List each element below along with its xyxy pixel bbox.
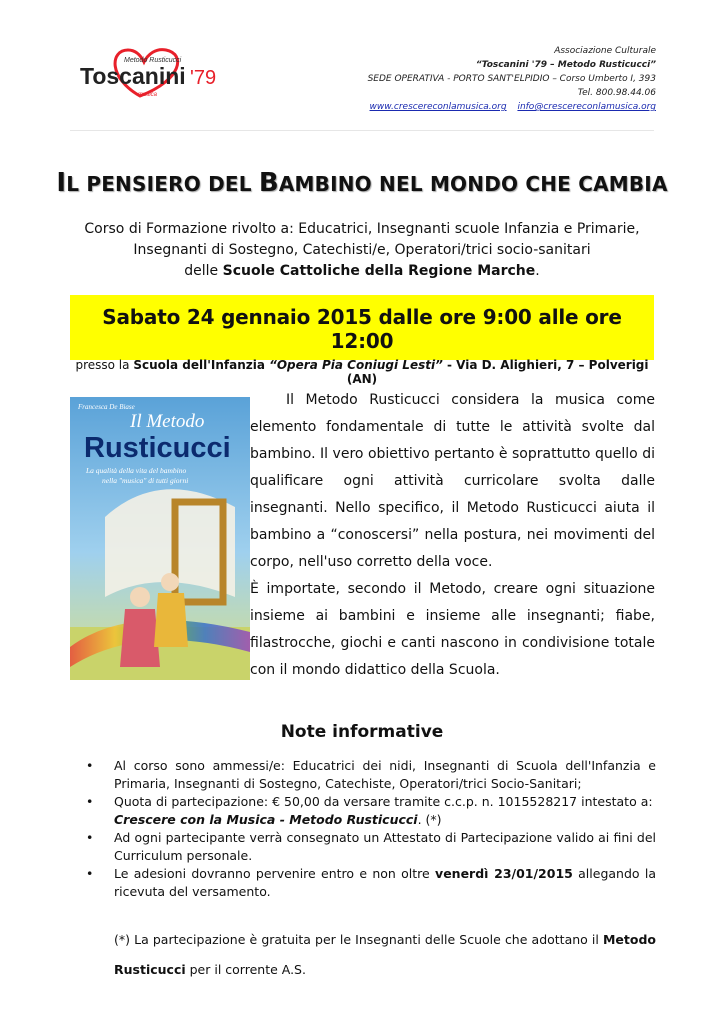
list-item [86, 865, 656, 901]
bullet-icon: • [86, 794, 94, 809]
course-line-2: Insegnanti di Sostegno, Catechisti/e, Operatori/trici socio-sanitari [133, 242, 591, 258]
page-title [0, 168, 724, 198]
course-line-3-bold: Scuole Cattoliche della Regione Marche [222, 263, 536, 279]
book-cover-image [70, 397, 250, 680]
svg-text:Francesca De Biase: Francesca De Biase [78, 403, 135, 411]
email-link[interactable]: info@crescereconlamusica.org [517, 102, 656, 112]
website-link[interactable]: www.crescereconlamusica.org [369, 102, 507, 112]
paragraph-2: È importate, secondo il Metodo, creare ogni situazione insieme ai bambini e insieme alle insegnanti; fiabe, filastrocche, giochi e canti nascono in condivisione totale con il mondo didattico della Scuola. [250, 581, 655, 678]
footnote-bold: Metodo Rusticucci [114, 932, 656, 977]
title-cap-1: I [56, 168, 67, 198]
footnote-post: per il corrente A.S. [185, 962, 306, 977]
location-address: - Via D. Alighieri, 7 – Polverigi (AN) [346, 358, 649, 386]
svg-text:Il Metodo: Il Metodo [130, 411, 205, 432]
notes-heading: Note informative [280, 722, 444, 742]
svg-text:Rusticucci: Rusticucci [84, 432, 231, 464]
assoc-phone: Tel. 800.98.44.06 [577, 88, 656, 98]
footnote [114, 925, 656, 985]
event-date: Sabato 24 gennaio 2015 dalle ore 9:00 alle ore 12:00 [102, 305, 622, 353]
course-description [60, 219, 664, 282]
bullet-icon: • [86, 758, 94, 773]
title-part-2: AMBINO NEL MONDO CHE CAMBIA [278, 172, 668, 196]
note-text: Quota di partecipazione: € 50,00 da versare tramite c.c.p. n. 1015528217 intestato a: [114, 794, 653, 809]
notes-list [86, 757, 656, 901]
course-line-1: Corso di Formazione rivolto a: Educatrici, Insegnanti scuole Infanzia e Primarie, [84, 221, 640, 237]
list-item [86, 829, 656, 865]
association-info [326, 44, 656, 114]
note-text: allegando la ricevuta del versamento. [114, 866, 656, 899]
course-line-3 [60, 261, 664, 282]
assoc-line: Associazione Culturale [554, 46, 656, 56]
bullet-icon: • [86, 866, 94, 881]
svg-text:Metodo Rusticucci: Metodo Rusticucci [124, 57, 182, 64]
header-divider [70, 130, 654, 131]
course-line-3-post: . [535, 263, 540, 279]
note-text: Le adesioni dovranno pervenire entro e non oltre [114, 866, 436, 881]
note-text: Al corso sono ammessi/e: Educatrici dei nidi, Insegnanti di Scuola dell'Infanzia e Primaria, Insegnanti di Sostegno, Catechiste, Operatori/trici Socio-Sanitari; [114, 758, 656, 791]
note-text: . (*) [417, 812, 442, 827]
assoc-name: “Toscanini '79 – Metodo Rusticucci” [475, 60, 656, 70]
method-description [250, 387, 655, 684]
location-school: Scuola dell'Infanzia [133, 358, 270, 372]
list-item [86, 757, 656, 793]
svg-text:Toscanini: Toscanini [80, 63, 186, 89]
svg-text:musica: musica [138, 92, 158, 98]
toscanini-logo [78, 44, 238, 106]
note-deadline: venerdì 23/01/2015 [435, 866, 573, 881]
note-payee: Crescere con la Musica - Metodo Rusticucci [114, 812, 418, 827]
event-location [70, 358, 654, 386]
paragraph-1: Il Metodo Rusticucci considera la musica come elemento fondamentale di tutte le attività svolte dal bambino. Il vero obiettivo pertanto è soprattutto quello di qualificare ogni attività curricolare svolta dalle insegnanti. Nello specifico, il Metodo Rusticucci aiuta il bambino a “conoscersi” nella postura, nei movimenti del corpo, nell'uso corretto della voce. [250, 392, 655, 570]
title-part-1: L PENSIERO DEL [66, 172, 259, 196]
footnote-pre: (*) La partecipazione è gratuita per le Insegnanti delle Scuole che adottano il [114, 932, 603, 947]
svg-text:La qualità della vita del bamb: La qualità della vita del bambino [86, 466, 187, 475]
assoc-links [326, 100, 656, 114]
location-pre: presso la [75, 358, 134, 372]
svg-text:'79: '79 [190, 67, 217, 89]
course-line-3-pre: delle [184, 263, 223, 279]
list-item [86, 793, 656, 829]
svg-text:nella "musica" di tutti giorni: nella "musica" di tutti giorni [102, 476, 189, 485]
bullet-icon: • [86, 830, 94, 845]
title-cap-2: B [258, 168, 279, 198]
assoc-address: SEDE OPERATIVA - PORTO SANT'ELPIDIO – Corso Umberto I, 393 [367, 74, 656, 84]
event-banner [70, 295, 654, 386]
location-name: “Opera Pia Coniugi Lesti” [269, 358, 443, 372]
note-text: Ad ogni partecipante verrà consegnato un Attestato di Partecipazione valido ai fini del Curriculum personale. [114, 830, 656, 863]
